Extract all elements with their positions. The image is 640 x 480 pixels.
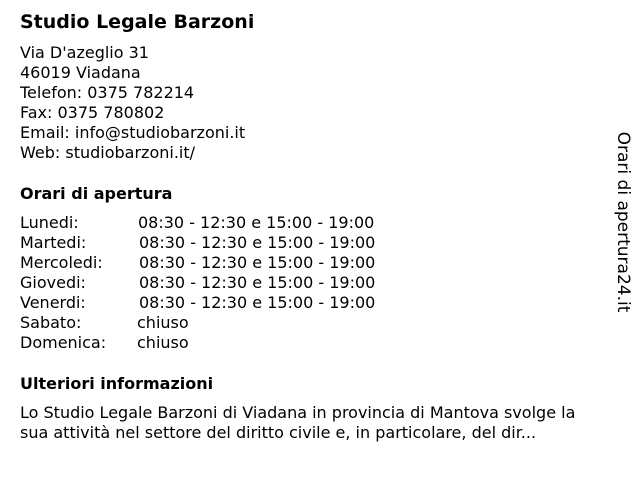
hours-row-wednesday — [20, 253, 375, 273]
web-line: Web: studiobarzoni.it/ — [20, 143, 196, 162]
hours-row-thursday — [20, 273, 375, 293]
hours-day-label: Mercoledi: — [20, 253, 103, 272]
email-line: Email: info@studiobarzoni.it — [20, 123, 246, 142]
fax-line: Fax: 0375 780802 — [20, 103, 165, 122]
phone-line: Telefon: 0375 782214 — [20, 83, 195, 102]
hours-time-value: 08:30 - 12:30 e 15:00 - 19:00 — [138, 213, 375, 232]
hours-row-monday — [20, 213, 375, 233]
opening-hours-table — [20, 213, 375, 353]
hours-day-label: Sabato: — [20, 313, 82, 332]
contact-block — [20, 43, 245, 163]
hours-row-saturday — [20, 313, 375, 333]
hours-time-value: 08:30 - 12:30 e 15:00 - 19:00 — [139, 293, 376, 312]
hours-day-label: Martedi: — [20, 233, 87, 252]
hours-row-sunday — [20, 333, 375, 353]
hours-time-value: chiuso — [137, 313, 189, 332]
hours-time-value: 08:30 - 12:30 e 15:00 - 19:00 — [139, 233, 376, 252]
hours-day-label: Venerdi: — [20, 293, 86, 312]
hours-time-value: chiuso — [137, 333, 189, 352]
address-street: Via D'azeglio 31 — [20, 43, 149, 62]
description-line: sua attività nel settore del diritto civile e, in particolare, del dir... — [20, 423, 537, 442]
opening-hours-heading: Orari di apertura — [20, 184, 173, 203]
hours-time-value: 08:30 - 12:30 e 15:00 - 19:00 — [139, 273, 376, 292]
business-description — [20, 403, 630, 443]
business-title: Studio Legale Barzoni — [20, 11, 255, 33]
hours-time-value: 08:30 - 12:30 e 15:00 - 19:00 — [139, 253, 376, 272]
site-watermark: Orari di apertura24.it — [613, 131, 633, 313]
additional-info-heading: Ulteriori informazioni — [20, 374, 214, 393]
description-line: Lo Studio Legale Barzoni di Viadana in provincia di Mantova svolge la — [20, 403, 576, 422]
hours-day-label: Lunedi: — [20, 213, 79, 232]
address-city: 46019 Viadana — [20, 63, 141, 82]
hours-row-tuesday — [20, 233, 375, 253]
hours-day-label: Domenica: — [20, 333, 107, 352]
hours-day-label: Giovedi: — [20, 273, 86, 292]
hours-row-friday — [20, 293, 375, 313]
